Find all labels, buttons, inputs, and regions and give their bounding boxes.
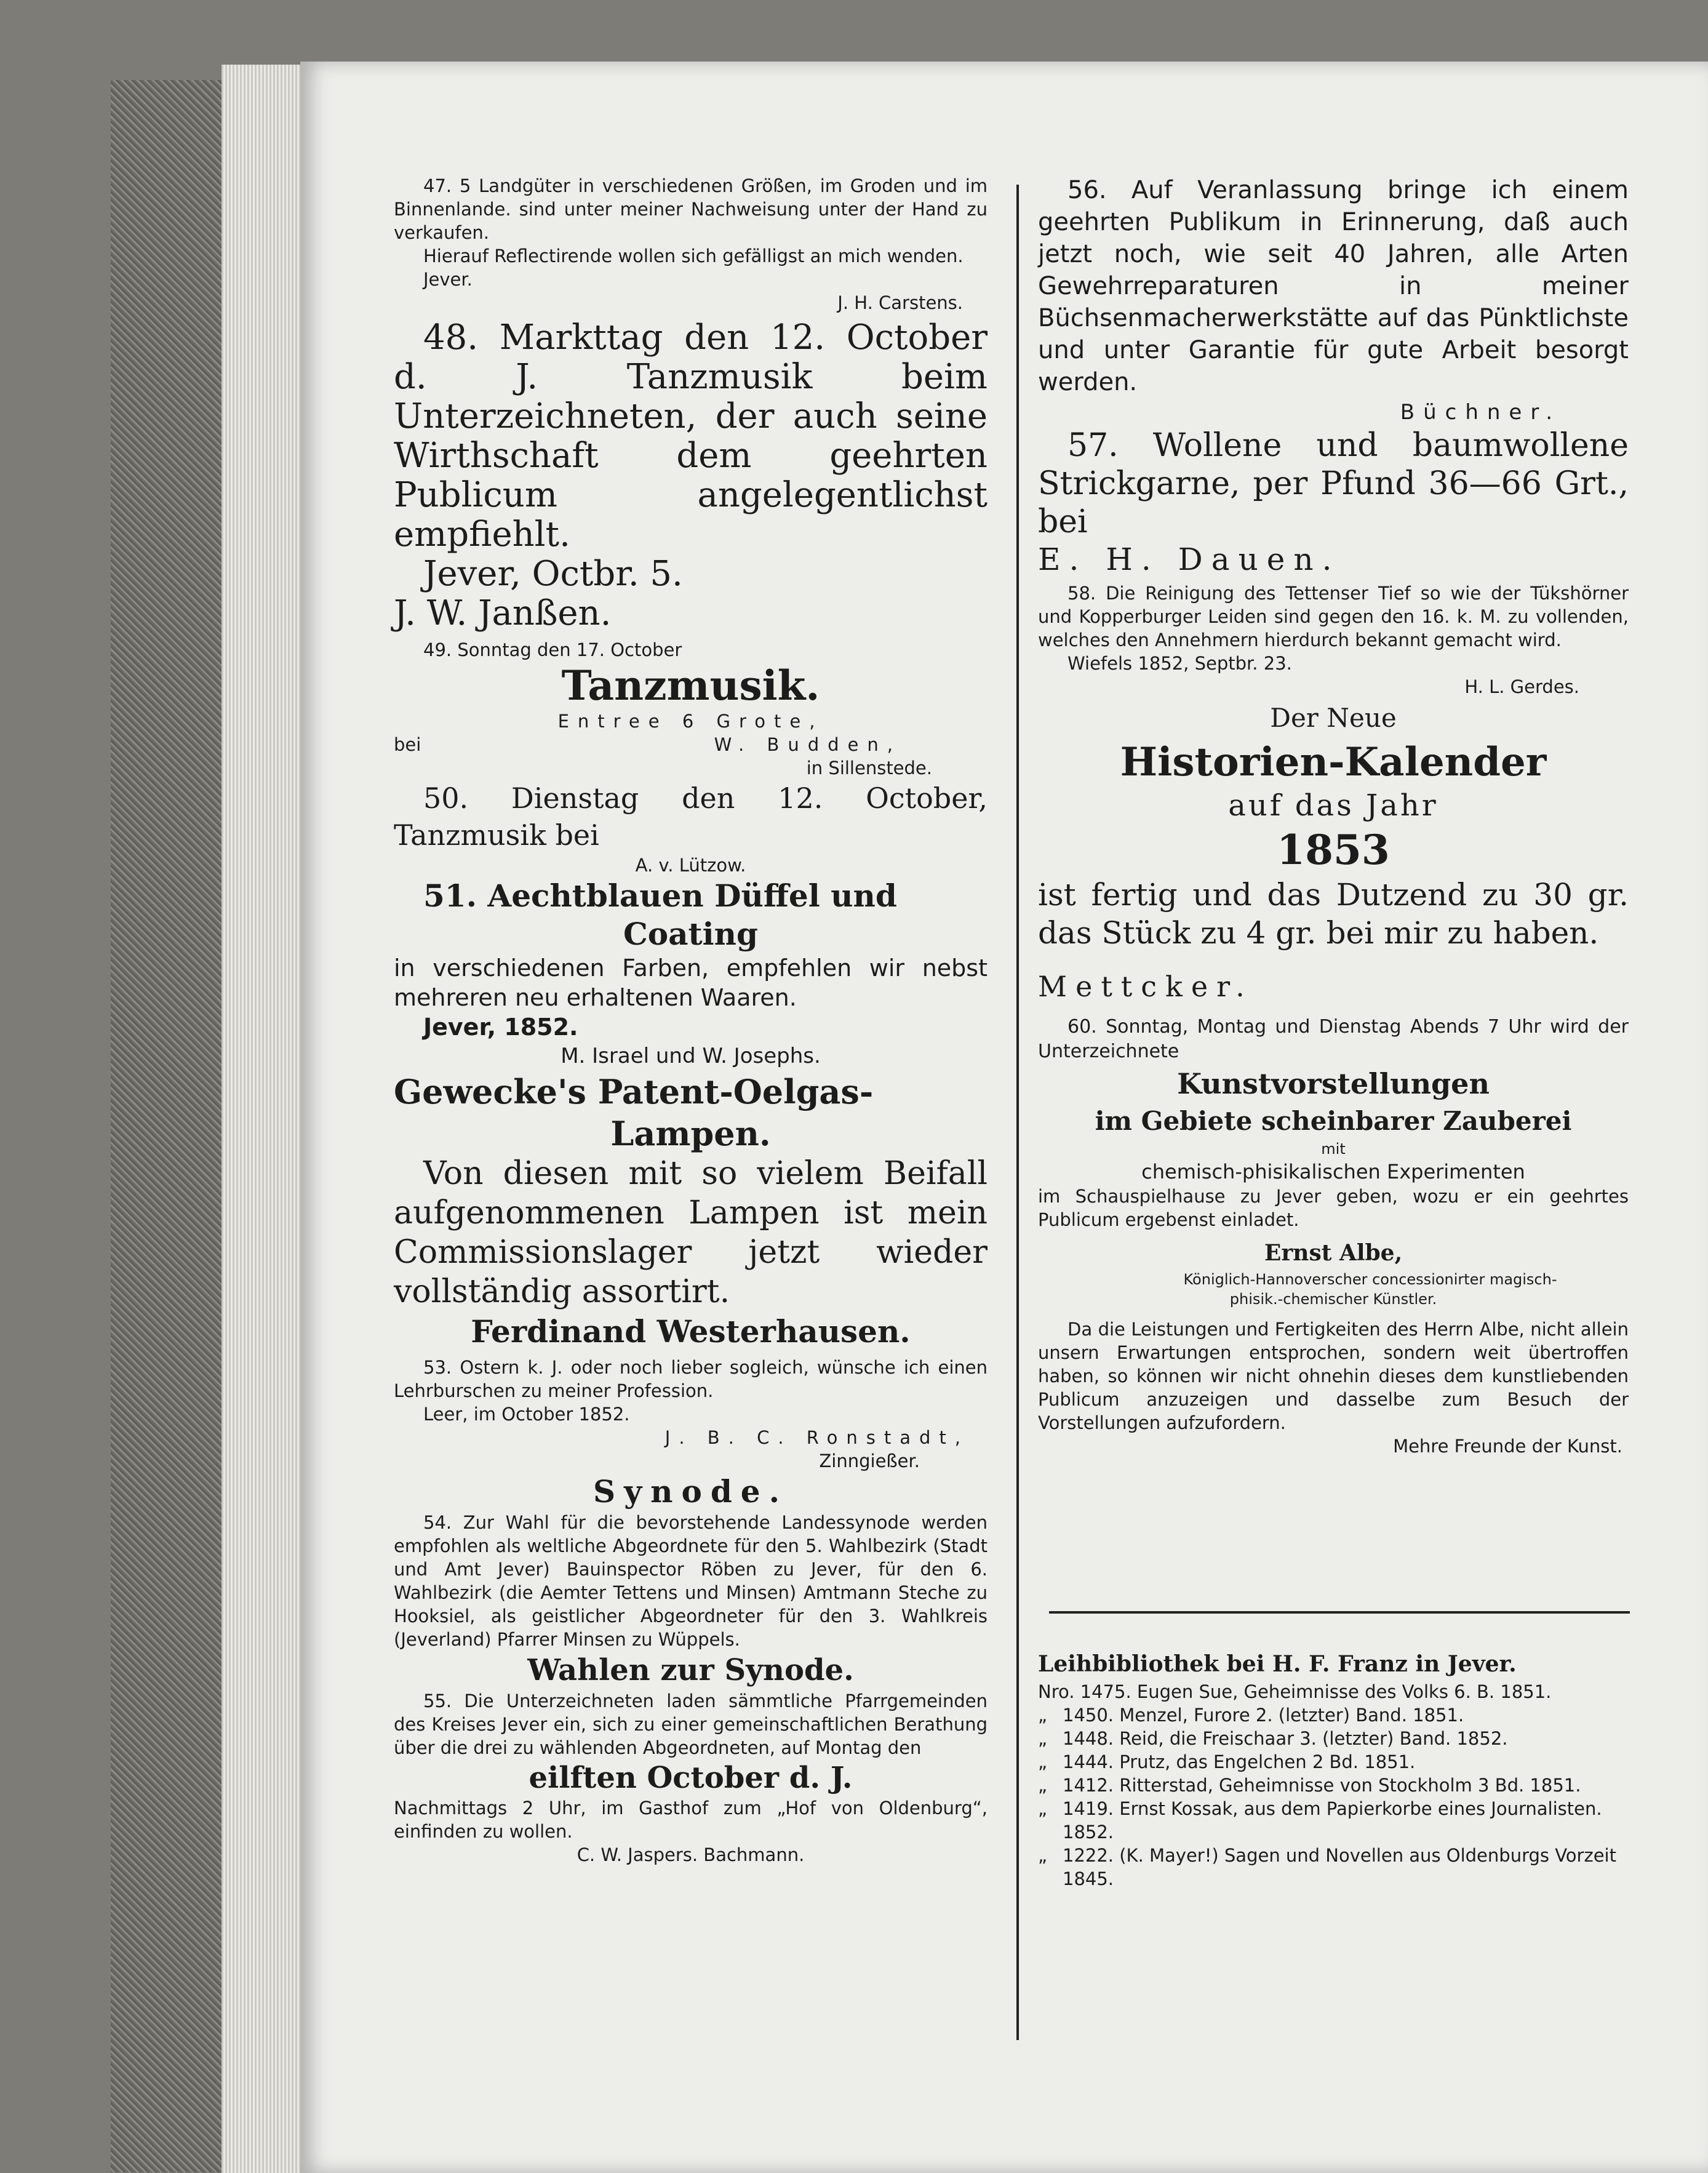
right-column xyxy=(1038,174,1629,1889)
ad-58-text: 58. Die Reinigung des Tettenser Tief so wie der Tükshörner und Kopperburger Leiden sind gegen den 16. k. M. zu vollenden, welches den Annehmern hierdurch bekannt gemacht wird. xyxy=(1038,583,1629,650)
library-item xyxy=(1038,1844,1629,1891)
library-item-text: 1412. Ritterstad, Geheimnisse von Stockholm 3 Bd. 1851. xyxy=(1063,1775,1581,1796)
ad-50-text: 50. Dienstag den 12. October, Tanzmusik bei xyxy=(394,782,988,852)
ad-50-signature: A. v. Lützow. xyxy=(635,855,746,876)
ad-59-title: Historien-Kalender xyxy=(1120,739,1547,785)
ad-51-heading: 51. Aechtblauen Düffel und xyxy=(423,878,897,914)
ad-60-title-1: Königlich-Hannoverscher concessionirter magisch- xyxy=(1183,1271,1557,1288)
ad-53-trade: Zinngießer. xyxy=(819,1451,920,1471)
ad-56-signature: Büchner. xyxy=(1400,400,1561,425)
library-item-text: 1444. Prutz, das Engelchen 2 Bd. 1851. xyxy=(1063,1751,1416,1772)
page-edges xyxy=(221,65,301,2173)
ad-58-place: Wiefels 1852, Septbr. 23. xyxy=(1068,653,1292,674)
library-section xyxy=(1038,1648,1629,1891)
ad-55-signature: C. W. Jaspers. Bachmann. xyxy=(577,1844,805,1865)
library-item-text: 1448. Reid, die Freischaar 3. (letzter) Band. 1852. xyxy=(1063,1728,1508,1749)
library-item-text: 1450. Menzel, Furore 2. (letzter) Band. 1851. xyxy=(1063,1705,1464,1726)
ad-49-host-row xyxy=(394,733,988,756)
ad-55-text: 55. Die Unterzeichneten laden sämmtliche Pfarrgemeinden des Kreises Jever ein, sich zu einer gemeinschaftlichen Berathung über die drei zu wählenden Abgeordneten, auf Montag den xyxy=(394,1691,988,1758)
library-item-text: 1419. Ernst Kossak, aus dem Papierkorbe eines Journalisten. 1852. xyxy=(1063,1798,1602,1843)
ditto-mark: „ xyxy=(1038,1705,1048,1726)
ad-60-title-2: phisik.-chemischer Künstler. xyxy=(1229,1291,1437,1308)
book-binding xyxy=(111,80,223,2172)
ad-49-bei: bei xyxy=(394,734,421,755)
ad-58-signature: H. L. Gerdes. xyxy=(1464,676,1579,697)
ad-59-signature: Mettcker. xyxy=(1038,970,1253,1003)
ad-51-text: in verschiedenen Farben, empfehlen wir nebst mehreren neu erhaltenen Waaren. xyxy=(394,954,988,1011)
ad-49-location: in Sillenstede. xyxy=(806,758,932,778)
ad-49-entry: Entree 6 Grote, xyxy=(557,711,824,732)
ad-49-date: 49. Sonntag den 17. October xyxy=(423,639,682,660)
ad-59-year: 1853 xyxy=(1277,826,1390,874)
ad-53-signature: J. B. C. Ronstadt, xyxy=(664,1427,969,1448)
ditto-mark: „ xyxy=(1038,1845,1048,1866)
ad-60-testimonial: Da die Leistungen und Fertigkeiten des Herrn Albe, nicht allein unsern Erwartungen entsprochen, sondern weit übertroffen haben, so können wir nicht ohnehin dieses dem kunstliebenden Publicum anzuzeigen und dasselbe zum Besuch der Vorstellungen aufzufordern. xyxy=(1038,1319,1629,1433)
ditto-mark: „ xyxy=(1038,1728,1048,1749)
ad-52-text: Von diesen mit so vielem Beifall aufgenommenen Lampen ist mein Commissionslager jetzt wieder vollständig assortirt. xyxy=(394,1155,988,1310)
ad-47-place: Jever. xyxy=(423,269,473,290)
ad-60-text: 60. Sonntag, Montag und Dienstag Abends 7 Uhr wird der Unterzeichnete xyxy=(1038,1016,1629,1062)
ad-60-heading: Kunstvorstellungen xyxy=(1177,1067,1490,1100)
ad-51-heading-2: Coating xyxy=(623,916,758,952)
ditto-mark: „ xyxy=(1038,1775,1048,1796)
ad-59-text: ist fertig und das Dutzend zu 30 gr. das Stück zu 4 gr. bei mir zu haben. xyxy=(1038,877,1629,951)
ad-52-signature: Ferdinand Westerhausen. xyxy=(471,1313,911,1350)
ad-55-text-2: Nachmittags 2 Uhr, im Gasthof zum „Hof von Oldenburg“, einfinden zu wollen. xyxy=(394,1798,988,1842)
library-item xyxy=(1038,1680,1629,1703)
ad-52-heading: Gewecke's Patent-Oelgas- xyxy=(394,1072,874,1111)
ad-60-experiments: chemisch-phisikalischen Experimenten xyxy=(1141,1160,1525,1183)
ditto-mark: „ xyxy=(1038,1798,1048,1819)
ad-53-place: Leer, im October 1852. xyxy=(423,1404,630,1425)
library-title: Leihbibliothek bei H. F. Franz in Jever. xyxy=(1038,1651,1517,1677)
library-item xyxy=(1038,1774,1629,1797)
ad-52-heading-2: Lampen. xyxy=(610,1114,771,1153)
ad-48-text: 48. Markttag den 12. October d. J. Tanzmusik beim Unterzeichneten, der auch seine Wirthschaft dem geehrten Publicum angelegentlichst empfiehlt. xyxy=(394,318,988,554)
ad-55-date: eilften October d. J. xyxy=(529,1761,853,1795)
ad-48-place: Jever, Octbr. 5. xyxy=(423,554,683,594)
ad-51-place: Jever, 1852. xyxy=(423,1014,578,1041)
ad-60-heading-2: im Gebiete scheinbarer Zauberei xyxy=(1095,1106,1572,1136)
ditto-mark: „ xyxy=(1038,1751,1048,1772)
ad-59-subtitle: auf das Jahr xyxy=(1228,788,1439,823)
section-rule xyxy=(1049,1611,1630,1614)
library-item xyxy=(1038,1727,1629,1750)
ad-55-heading: Wahlen zur Synode. xyxy=(527,1653,854,1687)
library-item xyxy=(1038,1703,1629,1727)
library-item-text: Nro. 1475. Eugen Sue, Geheimnisse des Volks 6. B. 1851. xyxy=(1038,1681,1552,1702)
ad-53-text: 53. Ostern k. J. oder noch lieber sogleich, wünsche ich einen Lehrburschen zu meiner Profession. xyxy=(394,1357,988,1401)
left-column xyxy=(394,174,988,1867)
scan-background xyxy=(0,0,1708,62)
ad-47-signature: J. H. Carstens. xyxy=(837,292,963,313)
ad-49-heading: Tanzmusik. xyxy=(561,662,820,710)
ad-47-note: Hierauf Reflectirende wollen sich gefälligst an mich wenden. xyxy=(423,246,964,266)
ad-54-heading: Synode. xyxy=(593,1473,789,1510)
ad-60-invitation: im Schauspielhause zu Jever geben, wozu er ein geehrtes Publicum ergebenst einladet. xyxy=(1038,1186,1629,1230)
ad-56-text: 56. Auf Veranlassung bringe ich einem geehrten Publikum in Erinnerung, daß auch jetzt noch, wie seit 40 Jahren, alle Arten Gewehrreparaturen in meiner Büchsenmacherwerkstätte auf das Pünktlichste und unter Garantie für gute Arbeit besorgt werden. xyxy=(1038,176,1629,396)
ad-48-signature: J. W. Janßen. xyxy=(394,593,612,633)
ad-51-signature: M. Israel und W. Josephs. xyxy=(561,1044,821,1068)
library-item xyxy=(1038,1750,1629,1774)
ad-60-signature: Mehre Freunde der Kunst. xyxy=(1393,1436,1622,1457)
ad-49-host: W. Budden, xyxy=(714,734,901,755)
ad-60-mit: mit xyxy=(1321,1140,1346,1158)
library-item-text: 1222. (K. Mayer!) Sagen und Novellen aus Oldenburgs Vorzeit 1845. xyxy=(1063,1845,1616,1889)
ad-57-text: 57. Wollene und baumwollene Strickgarne, per Pfund 36—66 Grt., bei xyxy=(1038,427,1629,540)
ad-60-performer: Ernst Albe, xyxy=(1264,1240,1403,1266)
library-item xyxy=(1038,1797,1629,1844)
ad-57-signature: E. H. Dauen. xyxy=(1038,542,1341,577)
column-divider xyxy=(1016,185,1019,2040)
ad-59-pre-title: Der Neue xyxy=(1270,703,1397,733)
ad-54-text: 54. Zur Wahl für die bevorstehende Landessynode werden empfohlen als weltliche Abgeordnete für den 5. Wahlbezirk (Stadt und Amt Jever) Bauinspector Röben zu Jever, für den 6. Wahlbezirk (die Aemter Tettens und Minsen) Amtmann Steche zu Hooksiel, als geistlicher Abgeordneter für den 3. Wahlkreis (Jeverland) Pfarrer Minsen zu Wüppels. xyxy=(394,1512,988,1650)
ad-47-text: 47. 5 Landgüter in verschiedenen Größen, im Groden und im Binnenlande. sind unter meiner Nachweisung unter der Hand zu verkaufen. xyxy=(394,175,988,243)
